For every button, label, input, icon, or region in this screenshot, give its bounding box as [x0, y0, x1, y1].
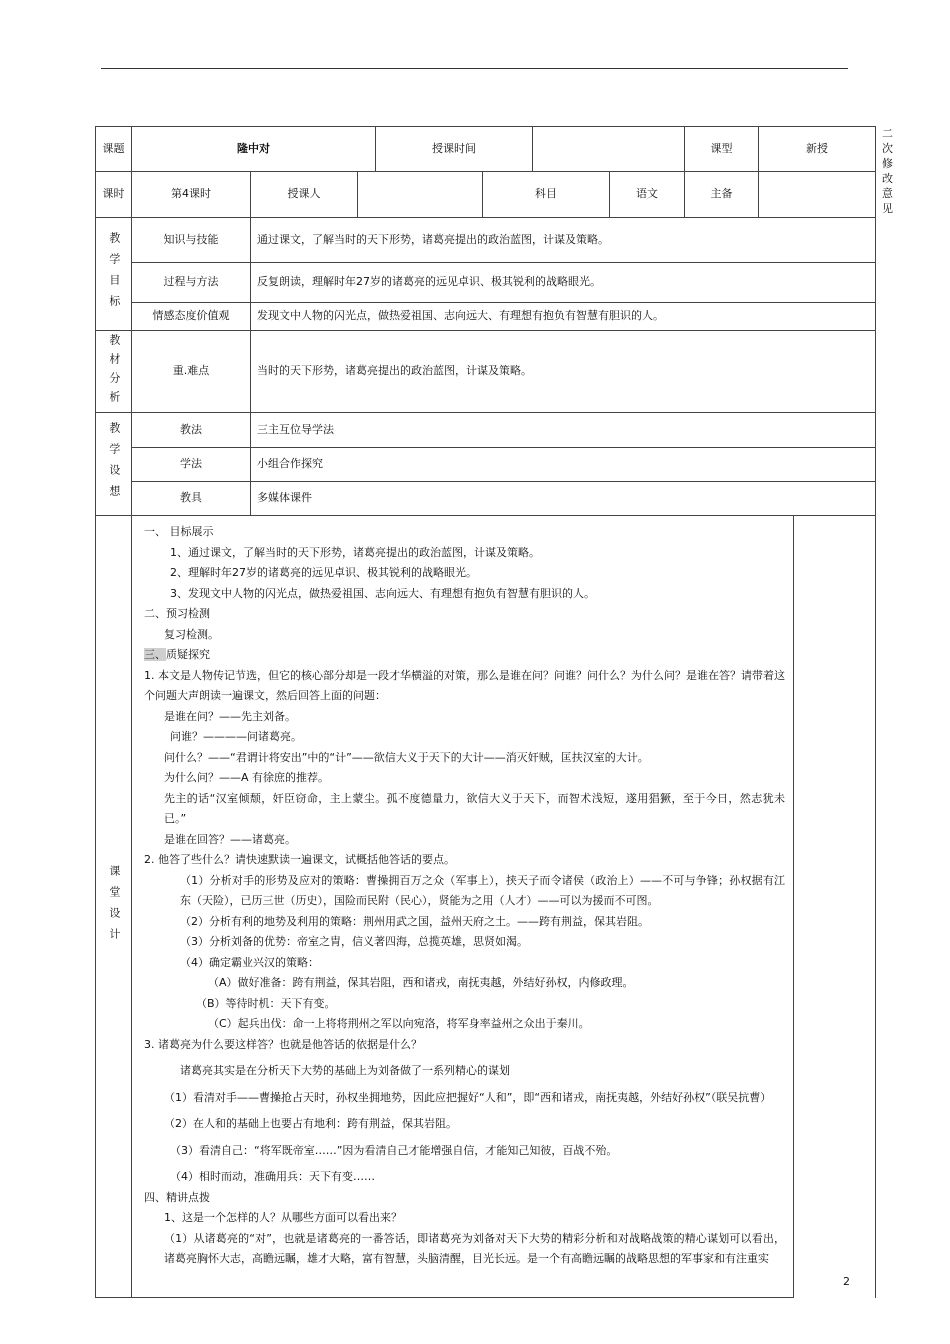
design-name: 学法 — [132, 448, 251, 482]
objective-name: 情感态度价值观 — [132, 303, 251, 331]
classroom-design-row — [96, 516, 876, 1298]
design-text: 三主互位导学法 — [251, 413, 876, 448]
section-heading: 一、 目标展示 — [144, 525, 214, 538]
period-label: 课时 — [96, 172, 132, 218]
question-paragraph: 1. 本文是人物传记节选，但它的核心部分却是一段才华横溢的对策，那么是谁在问？问谁？问什么？为什么问？是谁在答？请带着这个问题大声朗读一遍课文，然后回答上面的问题： — [144, 668, 786, 702]
body-line: 为什么问？——A 有徐庶的推荐。 — [164, 771, 330, 784]
answer-paragraph: （1）从诸葛亮的“对”，也就是诸葛亮的一番答话，即诸葛亮为刘备对天下大势的精彩分析和对战略战策的精心谋划可以看出，诸葛亮胸怀大志，高瞻远瞩，雄才大略，富有智慧，头脑清醒，目光长远。是一个有高瞻远瞩的战略思想的军事家和有注重实 — [164, 1231, 786, 1265]
question-line: 3. 诸葛亮为什么要这样答？也就是他答话的依据是什么？ — [144, 1037, 422, 1051]
reason-paragraph: （1）看清对手——曹操抢占天时，孙权坐拥地势，因此应把握好“人和”，即“西和诸戎，南抚夷越，外结好孙权”（联吴抗曹） — [164, 1090, 772, 1104]
body-line: 复习检测。 — [164, 627, 219, 641]
objectives-label: 教学目标 — [96, 218, 132, 331]
strategy-item: （C）起兵出伐：命一上将将荆州之军以向宛洛，将军身率益州之众出于秦川。 — [208, 1017, 590, 1030]
analysis-paragraph: （1）分析对手的形势及应对的策略：曹操拥百万之众（军事上），挟天子而令诸侯（政治上）——不可与争锋；孙权据有江东（天险），已历三世（历史），国险而民附（民心），贤能为之用（人才）——可以为援而不可图。 — [180, 873, 786, 907]
lesson-title: 隆中对 — [132, 127, 376, 172]
body-line: 问谁？————问诸葛亮。 — [170, 730, 302, 743]
strategy-item: （B）等待时机：天下有变。 — [196, 996, 336, 1010]
classroom-design-label: 课堂设计 — [96, 516, 132, 1298]
question-line: 2. 他答了些什么？请快速默读一遍课文，试概括他答话的要点。 — [144, 853, 455, 866]
design-row — [96, 448, 876, 482]
teacher-label: 授课人 — [251, 172, 358, 218]
objective-text: 通过课文，了解当时的天下形势，诸葛亮提出的政治蓝图，计谋及策略。 — [251, 218, 876, 263]
question-line: 1、这是一个怎样的人？从哪些方面可以看出来？ — [164, 1211, 402, 1224]
objective-row — [96, 263, 876, 303]
design-row — [96, 482, 876, 516]
body-line: 问什么？——“君谓计将安出”中的“计”——欲信大义于天下的大计——消灭奸贼，匡扶汉室的大计。 — [164, 750, 649, 764]
design-text: 小组合作探究 — [251, 448, 876, 482]
section-heading: 二、预习检测 — [144, 607, 210, 620]
section-heading: 四、精讲点拨 — [144, 1190, 210, 1204]
header-row-2 — [96, 172, 876, 218]
teaching-design-label: 教学设想 — [96, 413, 132, 516]
page-number: 2 — [843, 1275, 850, 1288]
key-difficulty-text: 当时的天下形势，诸葛亮提出的政治蓝图，计谋及策略。 — [251, 331, 876, 413]
body-line: 是谁在回答？——诸葛亮。 — [164, 832, 296, 846]
goal-item: 1、通过课文，了解当时的天下形势，诸葛亮提出的政治蓝图，计谋及策略。 — [170, 545, 540, 559]
teaching-time-label: 授课时间 — [376, 127, 533, 172]
subject-label: 科目 — [483, 172, 610, 218]
lesson-plan-table — [95, 126, 894, 1298]
header-rule — [101, 68, 848, 69]
design-name: 教具 — [132, 482, 251, 516]
course-topic-label: 课题 — [96, 127, 132, 172]
body-line: 是谁在问？——先主刘备。 — [164, 709, 296, 723]
lead-preparer-value — [759, 172, 876, 218]
reason-line: （2）在人和的基础上也要占有地利：跨有荆益，保其岩阻。 — [164, 1117, 457, 1130]
objective-name: 知识与技能 — [132, 218, 251, 263]
highlighted-number: 三、 — [144, 648, 166, 661]
analysis-row — [96, 331, 876, 413]
period-value: 第4课时 — [132, 172, 251, 218]
design-text: 多媒体课件 — [251, 482, 876, 516]
material-analysis-label: 教材分析 — [96, 331, 132, 413]
objective-row — [96, 303, 876, 331]
teaching-time-value — [533, 127, 685, 172]
design-row — [96, 413, 876, 448]
section-heading — [140, 645, 785, 666]
teacher-value — [358, 172, 483, 218]
key-difficulty-label: 重.难点 — [132, 331, 251, 413]
objective-text: 发现文中人物的闪光点，做热爱祖国、志向远大、有理想有抱负有智慧有胆识的人。 — [251, 303, 876, 331]
strategy-item: （A）做好准备：跨有荆益，保其岩阻，西和诸戎，南抚夷越，外结好孙权，内修政理。 — [208, 976, 634, 989]
body-line: 诸葛亮其实是在分析天下大势的基础上为刘备做了一系列精心的谋划 — [180, 1064, 510, 1077]
reason-line: （3）看清自己：“将军既帝室……”因为看清自己才能增强自信，才能知己知彼，百战不殆。 — [170, 1143, 618, 1157]
objective-row — [96, 218, 876, 263]
goal-item: 3、发现文中人物的闪光点，做热爱祖国、志向远大、有理想有抱负有智慧有胆识的人。 — [170, 586, 595, 600]
lesson-type-label: 课型 — [685, 127, 759, 172]
lead-preparer-label: 主备 — [685, 172, 759, 218]
reason-line: （4）相时而动，准确用兵：天下有变…… — [170, 1170, 375, 1183]
header-row-1: 课题 隆中对 授课时间 课型 新授 二次修改意见 — [96, 127, 876, 172]
analysis-line: （2）分析有利的地势及利用的策略：荆州用武之国，益州天府之土。——跨有荆益，保其岩阻。 — [180, 914, 649, 928]
analysis-line: （3）分析刘备的优势：帝室之胄，信义著四海，总揽英雄，思贤如渴。 — [180, 935, 528, 948]
classroom-design-body — [132, 516, 794, 1298]
objective-name: 过程与方法 — [132, 263, 251, 303]
goal-item: 2、理解时年27岁的诸葛亮的远见卓识、极其锐利的战略眼光。 — [170, 566, 477, 579]
section-heading-text: 质疑探究 — [166, 648, 210, 661]
objective-text: 反复朗读，理解时年27岁的诸葛亮的远见卓识、极其锐利的战略眼光。 — [251, 263, 876, 303]
design-name: 教法 — [132, 413, 251, 448]
quote-paragraph: 先主的话“汉室倾颓，奸臣窃命，主上蒙尘。孤不度德量力，欲信大义于天下，而智术浅短，遂用猖獗，至于今日，然志犹未已。” — [164, 791, 786, 825]
analysis-line: （4）确定霸业兴汉的策略： — [180, 955, 319, 969]
subject-value: 语文 — [610, 172, 685, 218]
lesson-type-value: 新授 — [759, 127, 876, 172]
